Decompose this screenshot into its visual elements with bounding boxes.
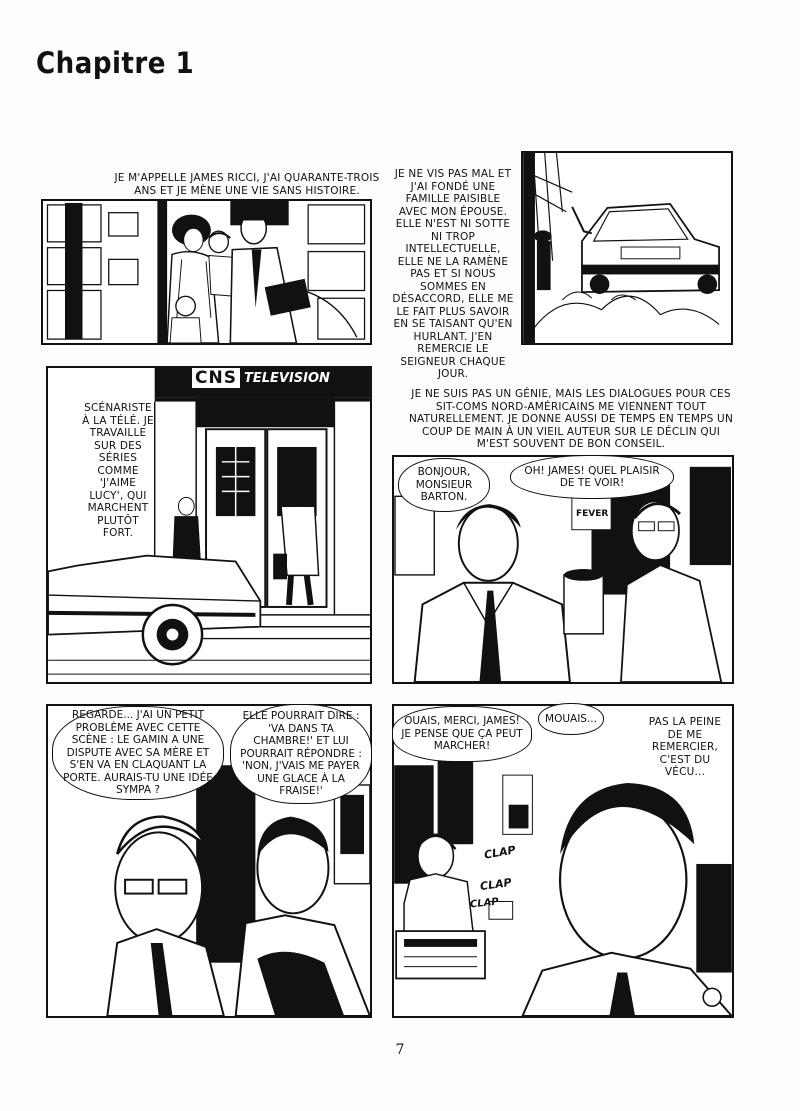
- sfx-clap-3: CLAP: [469, 896, 500, 911]
- sfx-clap-2: CLAP: [479, 875, 513, 894]
- caption-not-a-genius: JE NE SUIS PAS UN GÉNIE, MAIS LES DIALOGUES POUR CES SIT-COMS NORD-AMÉRICAINS ME VIENNENT TOUT NATURELLEMENT. JE DONNE AUSSI DE TEMPS EN TEMPS UN COUP DE MAIN À UN VIEIL AUTEUR SUR LE DÉCLIN QUI M'EST SOUVENT DE BON CONSEIL.: [408, 388, 733, 450]
- chapter-title: Chapitre 1: [36, 46, 195, 80]
- speech-bubble-ouais-merci: OUAIS, MERCI, JAMES! JE PENSE QUE ÇA PEUT MARCHER!: [392, 706, 532, 762]
- speech-bubble-elle-pourrait: ELLE POURRAIT DIRE : 'VA DANS TA CHAMBRE!' ET LUI POURRAIT RÉPONDRE : 'NON, J'VAIS ME PAYER UNE GLACE À LA FRAISE!': [230, 704, 372, 804]
- speech-bubble-bonjour: BONJOUR, MONSIEUR BARTON.: [398, 458, 490, 512]
- caption-pas-la-peine: PAS LA PEINE DE ME REMERCIER, C'EST DU VÉCU...: [640, 716, 730, 779]
- cns-sign: CNS: [192, 368, 240, 388]
- family-doorstep-illustration: [43, 201, 370, 343]
- panel-car-departing: [521, 151, 733, 345]
- caption-screenwriter: SCÉNARISTE À LA TÉLÉ. JE TRAVAILLE SUR DES SÉRIES COMME 'J'AIME LUCY', QUI MARCHENT PLUTÔT FORT.: [82, 402, 154, 539]
- poster-fever: FEVER: [576, 509, 609, 519]
- car-departing-illustration: [523, 153, 731, 343]
- speech-bubble-mouais: MOUAIS...: [538, 703, 604, 735]
- caption-intro: JE M'APPELLE JAMES RICCI, J'AI QUARANTE-TROIS ANS ET JE MÈNE UNE VIE SANS HISTOIRE.: [114, 172, 380, 197]
- television-sign: TELEVISION: [244, 371, 330, 386]
- page-number: 7: [395, 1042, 405, 1058]
- sfx-clap-1: CLAP: [483, 843, 517, 862]
- speech-bubble-regarde: REGARDE... J'AI UN PETIT PROBLÈME AVEC CETTE SCÈNE : LE GAMIN A UNE DISPUTE AVEC SA MÈRE ET S'EN VA EN CLAQUANT LA PORTE. AURAIS-TU UNE IDÉE SYMPA ?: [52, 706, 224, 800]
- panel-family-doorstep: [41, 199, 372, 345]
- speech-bubble-oh-james: OH! JAMES! QUEL PLAISIR DE TE VOIR!: [510, 455, 674, 499]
- caption-family: JE NE VIS PAS MAL ET J'AI FONDÉ UNE FAMILLE PAISIBLE AVEC MON ÉPOUSE. ELLE N'EST NI SOTTE NI TROP INTELLECTUELLE, ELLE NE LA RAMÈNE PAS ET SI NOUS SOMMES EN DÉSACCORD, ELLE ME LE FAIT PLUS SAVOIR EN SE TAISANT QU'EN HURLANT. J'EN REMERCIE LE SEIGNEUR CHAQUE JOUR.: [392, 168, 514, 380]
